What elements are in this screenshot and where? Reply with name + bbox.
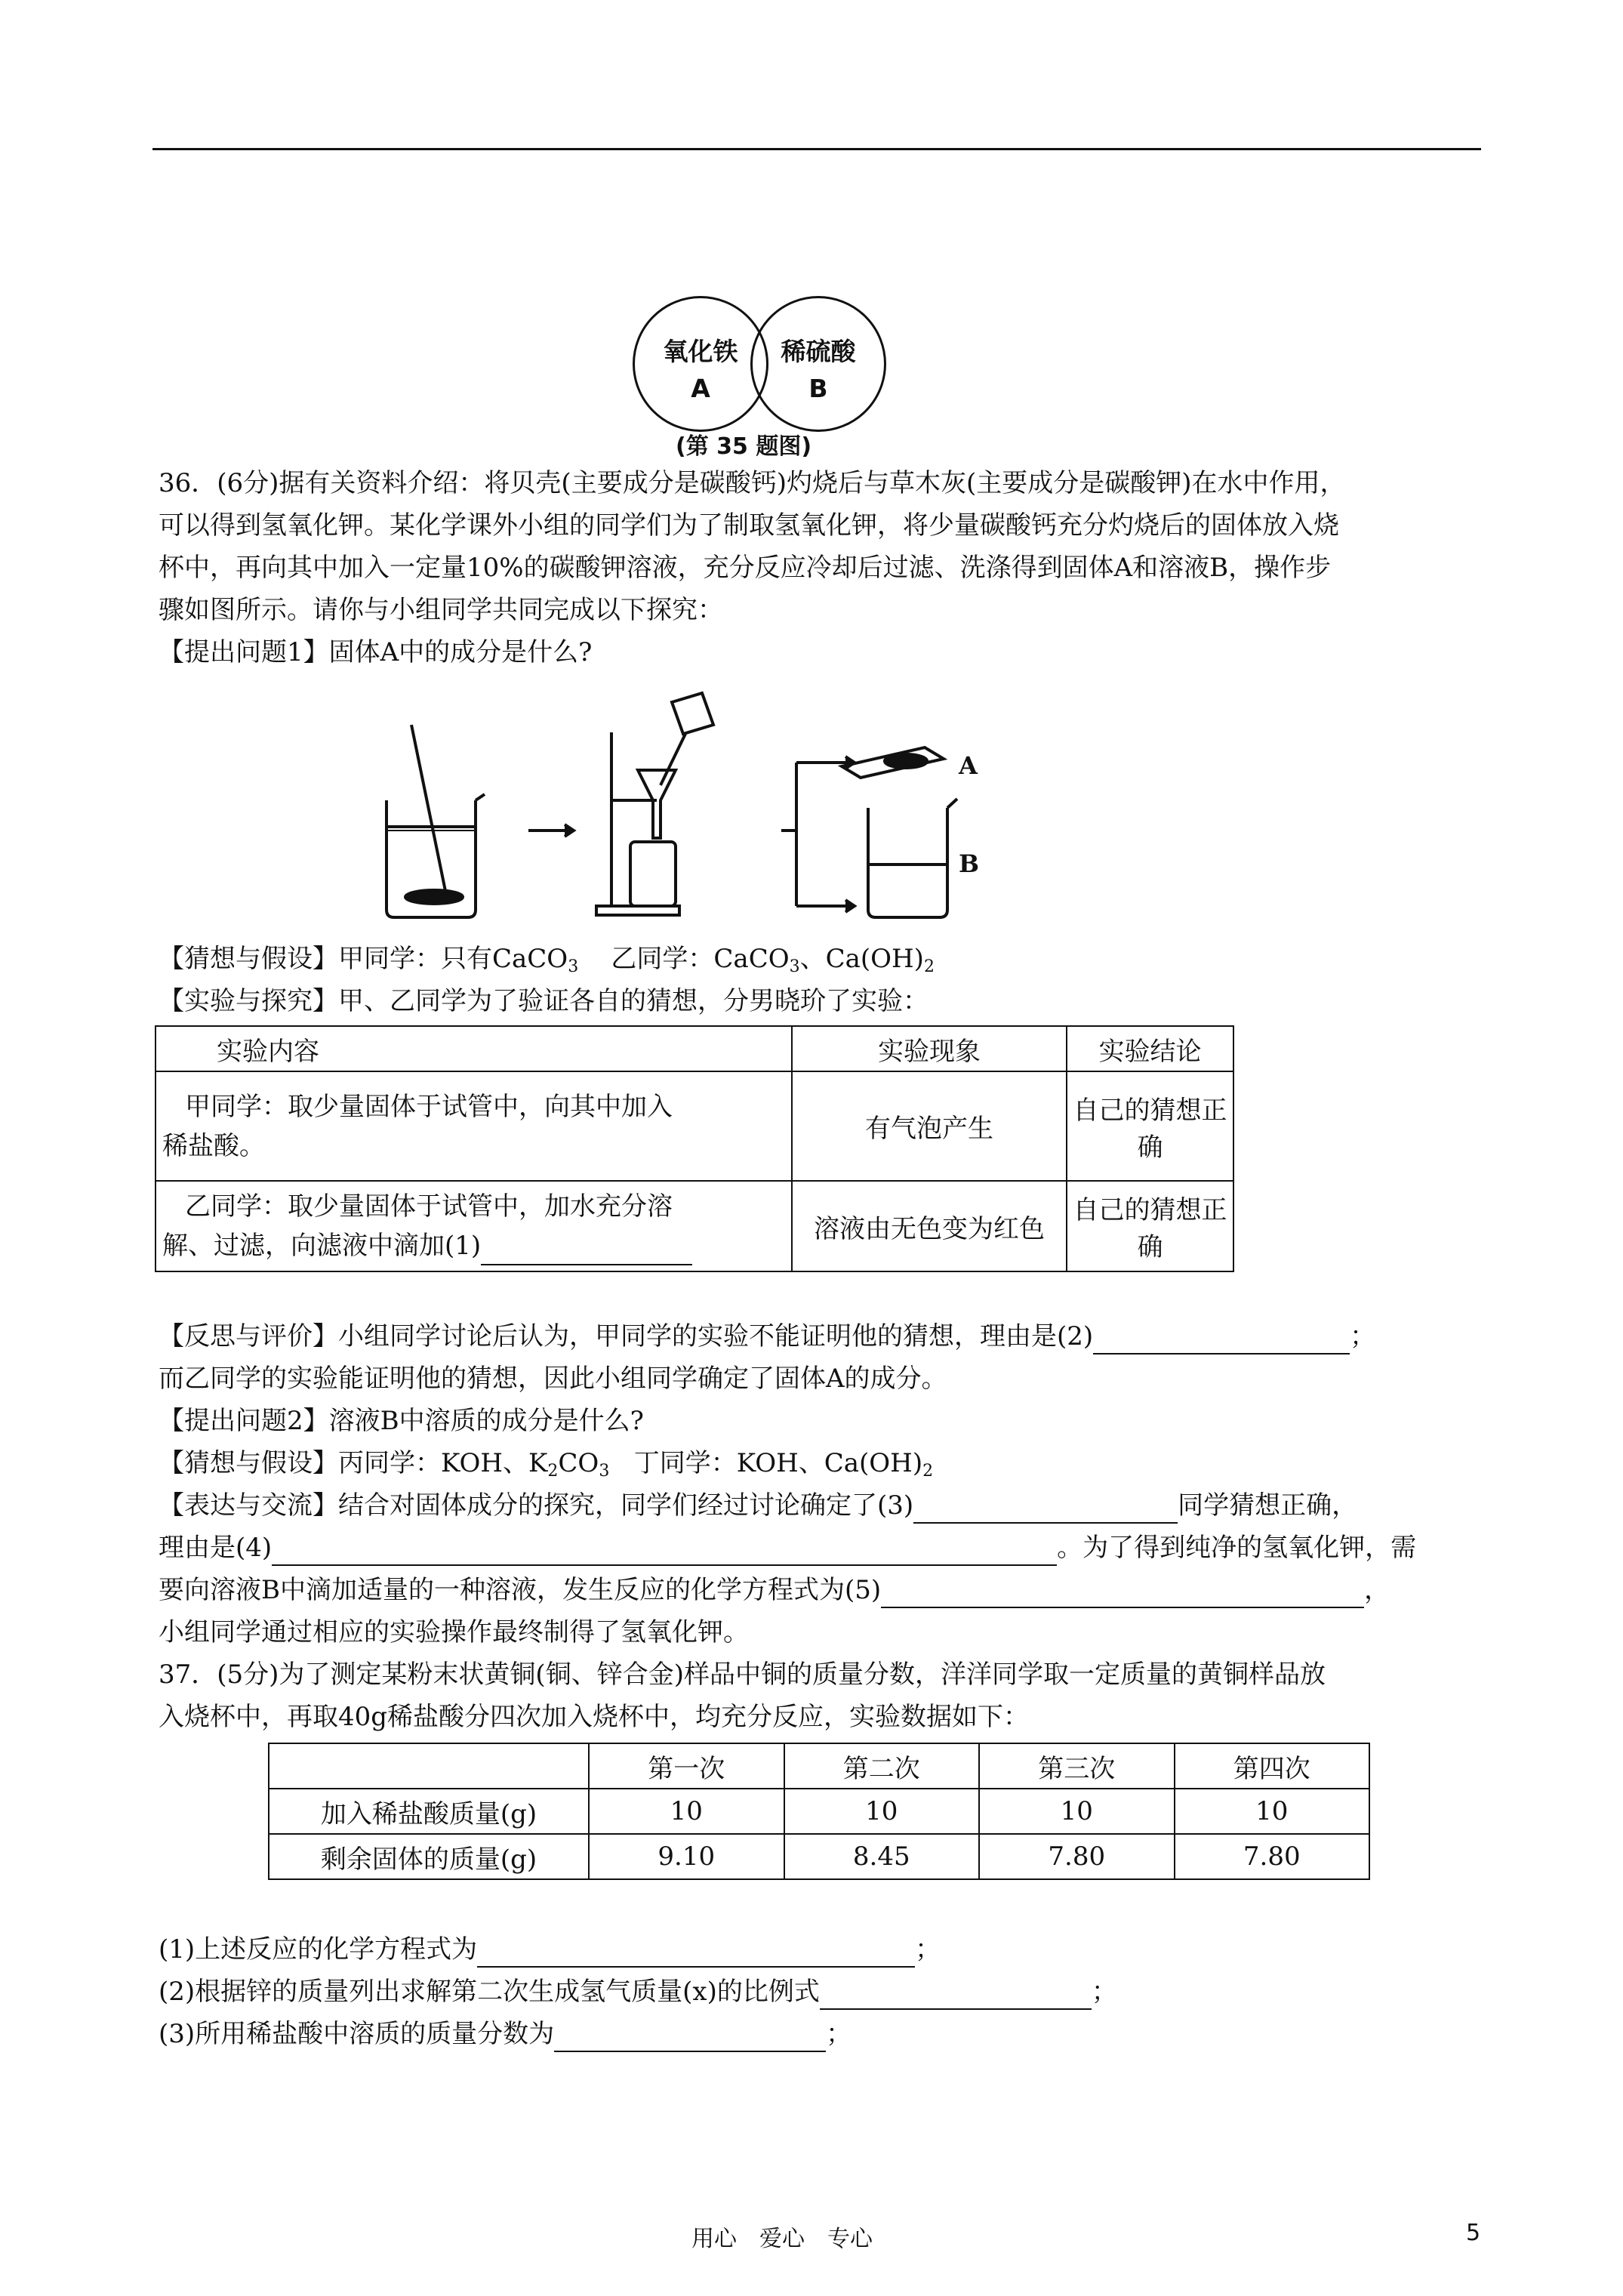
venn-a-title: 氧化铁	[663, 337, 738, 366]
reflect-line-1: 【反思与评价】小组同学讨论后认为，甲同学的实验不能证明他的猜想，理由是(2) ；	[159, 1318, 1375, 1354]
table-head-content: 实验内容	[156, 1026, 792, 1071]
label-a: A	[959, 751, 978, 780]
data-table	[268, 1743, 1370, 1880]
sub-question-3: (3)所用稀盐酸中溶质的质量分数为 ；	[159, 2016, 852, 2052]
sub-question-1: (1)上述反应的化学方程式为 ；	[159, 1931, 941, 1968]
express-line-4: 小组同学通过相应的实验操作最终制得了氢氧化钾。	[159, 1617, 749, 1647]
q37-line-2: 入烧杯中，再取40g稀盐酸分四次加入烧杯中，均充分反应，实验数据如下：	[159, 1702, 1030, 1732]
express-line-3: 要向溶液B中滴加适量的一种溶液，发生反应的化学方程式为(5) ，	[159, 1572, 1390, 1608]
express-line-1: 【表达与交流】结合对固体成分的探究，同学们经过讨论确定了(3) 同学猜想正确，	[159, 1487, 1357, 1524]
sub-question-2: (2)根据锌的质量列出求解第二次生成氢气质量(x)的比例式 ；	[159, 1974, 1117, 2010]
answer-blank-2[interactable]	[1093, 1324, 1350, 1354]
ask-question-1: 【提出问题1】固体A中的成分是什么?	[159, 637, 593, 667]
figure-caption: (第 35 题图)	[676, 433, 812, 460]
venn-b-title: 稀硫酸	[781, 337, 856, 366]
explore-line: 【实验与探究】甲、乙同学为了验证各自的猜想，分男晓玠了实验：	[159, 986, 929, 1016]
pouring-beaker	[672, 693, 713, 734]
reflect-line-2: 而乙同学的实验能证明他的猜想，因此小组同学确定了固体A的成分。	[159, 1364, 947, 1394]
answer-blank-4[interactable]	[272, 1536, 1057, 1566]
answer-blank-5[interactable]	[881, 1578, 1364, 1608]
answer-blank-7[interactable]	[820, 1980, 1092, 2010]
venn-circle-a	[633, 296, 768, 432]
experiment-table	[155, 1025, 1234, 1272]
answer-blank-1[interactable]	[481, 1235, 692, 1265]
stirring-rod	[411, 725, 445, 891]
table-row: 第一次 第二次 第三次 第四次	[269, 1743, 1369, 1789]
q36-line-4: 骤如图所示。请你与小组同学共同完成以下探究：	[159, 595, 723, 625]
q36-line-3: 杯中，再向其中加入一定量10%的碳酸钾溶液，充分反应冷却后过滤、洗涤得到固体A和溶液B，操作步	[159, 553, 1332, 583]
footer-motto: 用心 爱心 专心	[691, 2226, 873, 2252]
answer-blank-3[interactable]	[913, 1493, 1178, 1524]
page-number: 5	[1466, 2220, 1481, 2246]
venn-circle-b	[750, 296, 886, 432]
table-head-conclusion: 实验结论	[1067, 1026, 1233, 1071]
q36-line-2: 可以得到氢氧化钾。某化学课外小组的同学们为了制取氢氧化钾，将少量碳酸钙充分灼烧后的固体放入烧	[159, 510, 1339, 541]
venn-a-label: A	[691, 374, 710, 403]
answer-blank-8[interactable]	[554, 2022, 826, 2052]
table-row: 乙同学：取少量固体于试管中，加水充分溶 解、过滤，向滤液中滴加(1) 溶液由无色变为红色 自己的猜想正确	[156, 1181, 1233, 1271]
table-row: 剩余固体的质量(g) 9.10 8.45 7.80 7.80	[269, 1834, 1369, 1879]
express-line-2: 理由是(4) 。为了得到纯净的氢氧化钾，需	[159, 1530, 1416, 1566]
table-head-phenomenon: 实验现象	[792, 1026, 1067, 1071]
ask-question-2: 【提出问题2】溶液B中溶质的成分是什么?	[159, 1406, 644, 1436]
header-rule	[152, 148, 1481, 150]
guess-1: 【猜想与假设】甲同学：只有CaCO$_3$ 乙同学：CaCO$_3$、$Ca(OH)_2$	[159, 944, 935, 976]
q36-line-1: 36．(6分)据有关资料介绍：将贝壳(主要成分是碳酸钙)灼烧后与草木灰(主要成分是碳酸钾)在水中作用，	[159, 468, 1346, 498]
answer-blank-6[interactable]	[477, 1937, 915, 1968]
label-b: B	[959, 849, 980, 878]
table-row: 甲同学：取少量固体于试管中，向其中加入 稀盐酸。 有气泡产生 自己的猜想正确	[156, 1071, 1233, 1181]
funnel	[638, 770, 676, 838]
q37-line-1: 37．(5分)为了测定某粉末状黄铜(铜、锌合金)样品中铜的质量分数，洋洋同学取一定质量的黄铜样品放	[159, 1660, 1326, 1690]
guess-2: 【猜想与假设】丙同学：KOH、$K_2CO_3$ 丁同学：KOH、$Ca(OH)_2$	[159, 1448, 934, 1481]
table-row: 加入稀盐酸质量(g) 10 10 10 10	[269, 1789, 1369, 1834]
venn-b-label: B	[808, 374, 828, 403]
beaker-b	[868, 808, 947, 917]
apparatus-figure	[370, 687, 1019, 929]
